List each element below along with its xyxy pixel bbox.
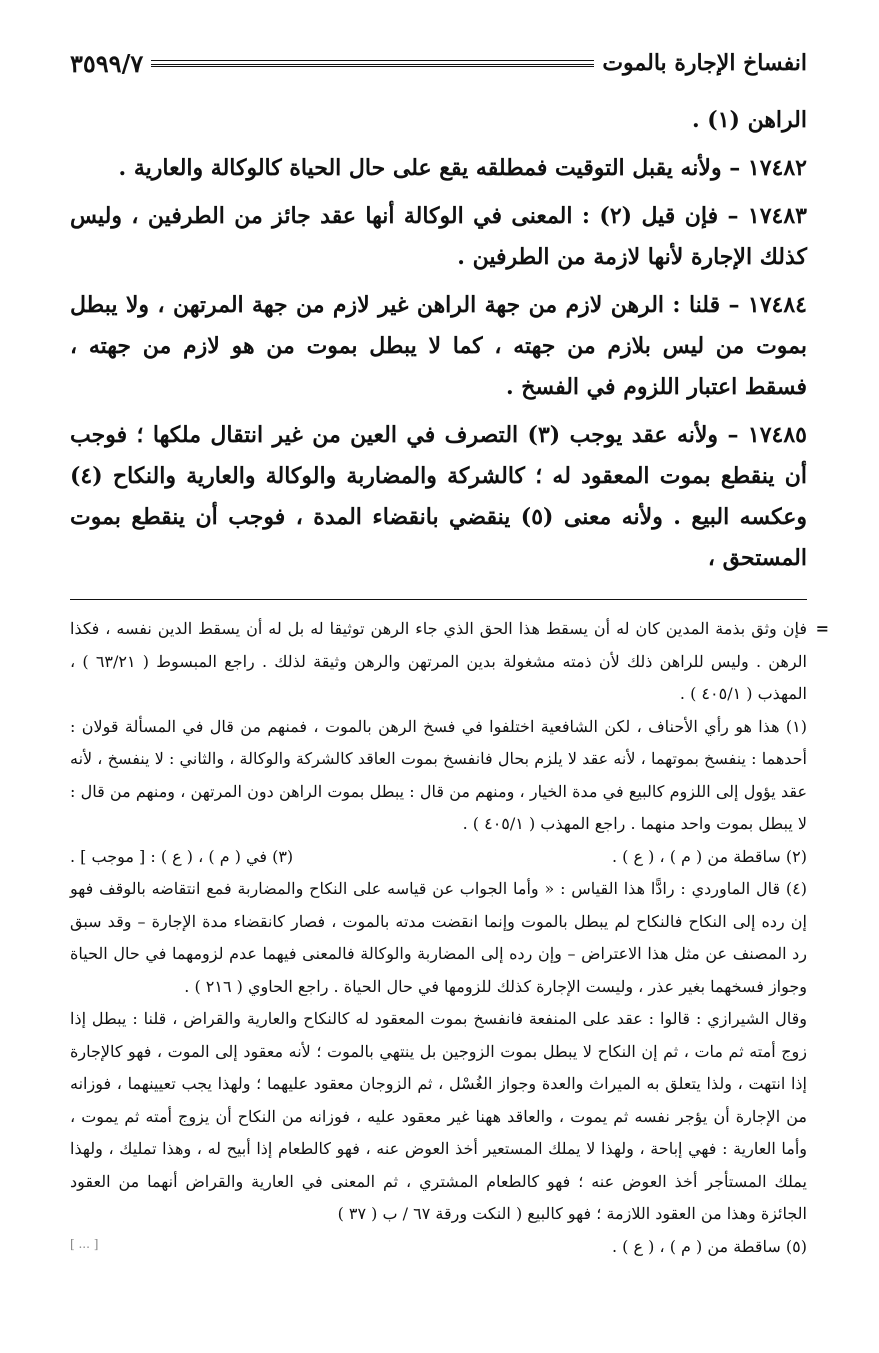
- footnote-5: (٥) ساقطة من ( م ) ، ( ع ) .: [612, 1236, 807, 1256]
- footnote-continuation: = فإن وثق بذمة المدين كان له أن يسقط هذا الحق الذي جاء الرهن توثيقا له بل له أن يسقط الدين نفسه ، فكذا الرهن . وليس للراهن ذلك لأن ذمته مشغولة بدين المرتهن والرهن وثيقة لذلك . راجع المبسوط ( ٦٣/٢١ ) ، المهذب ( ٤٠٥/١ ) .: [70, 613, 807, 711]
- footnotes: [70, 613, 807, 1263]
- margin-annotation: [ ... ]: [70, 1237, 99, 1251]
- paragraph-17485: ١٧٤٨٥ – ولأنه عقد يوجب (٣) التصرف في العين من غير انتقال ملكها ؛ فوجب أن ينقطع بموت المعقود له ؛ كالشركة والمضاربة والوكالة والعارية والنكاح (٤) وعكسه البيع . ولأنه معنى (٥) ينقضي بانقضاء المدة ، فوجب أن ينقطع بموت المستحق ،: [70, 422, 807, 571]
- footnote-2: (٢) ساقطة من ( م ) ، ( ع ) .: [612, 846, 807, 866]
- paragraph-17483: ١٧٤٨٣ – فإن قيل (٢) : المعنى في الوكالة أنها عقد جائز من الطرفين ، وليس كذلك الإجارة لأنها لازمة من الطرفين .: [70, 203, 807, 270]
- footnote-row-2-3: [70, 841, 807, 874]
- footnote-4-continued: وقال الشيرازي : قالوا : عقد على المنفعة فانفسخ بموت المعقود له كالنكاح والعارية والقراض ، قلنا : يبطل إذا زوج أمته ثم مات ، ثم إن النكاح لا يبطل بموت الزوجين بل ينتهي بالموت ؛ لأنه معقود إلى الموت ، فهو كالإجارة إذا انتهت ، ولذا يتعلق به الميراث والعدة وجواز الغُسْل ، ثم الزوجان معقود عليهما ؛ ولهذا يجب تعيينهما ، فوزانه من الإجارة أن يؤجر نفسه ثم يموت ، والعاقد ههنا غير معقود عليه ، فوزانه من النكاح أن يزوج أمته ثم يموت ، وأما العارية : فهي إباحة ، ولهذا لا يملك المستعير أخذ العوض عنه ، فهو كالطعام إذا أبيح له ، وهذا تمليك ، ولهذا يملك المستأجر أخذ العوض عنه ؛ فهو كالطعام المشتري ، ثم المعنى في العارية والقراض أنهما من العقود الجائزة وهذا من العقود اللازمة ؛ فهو كالبيع ( النكت ورقة ٦٧ / ب ( ٣٧ ): [70, 1009, 808, 1223]
- paragraph-17482: ١٧٤٨٢ – ولأنه يقبل التوقيت فمطلقه يقع على حال الحياة كالوكالة والعارية .: [118, 155, 807, 181]
- footnote-3: (٣) في ( م ) ، ( ع ) : [ موجب ] .: [70, 846, 294, 866]
- footnote-4: (٤) قال الماوردي : رادًّا هذا القياس : « وأما الجواب عن قياسه على النكاح والمضاربة فمع انتقاضه بالوقف فهو إن رده إلى النكاح فالنكاح لم يبطل بالموت وإنما انقضت مدته بالموت ، فصار كانقضاء مدة الإجارة – وقد سبق رد المصنف عن مثل هذا الاعتراض – وإن رده إلى المضاربة والوكالة فالمعنى فيهما عدم لزومهما في حال الحياة وجواز فسخهما بغير عذر ، وليست الإجارة كذلك للزومها في حال الحياة . راجع الحاوي ( ٢١٦ ) .: [70, 879, 807, 996]
- main-text: [70, 100, 807, 579]
- header-rule: [151, 60, 594, 67]
- header-title: انفساخ الإجارة بالموت: [602, 50, 807, 76]
- paragraph-0: الراهن (١) .: [691, 107, 807, 133]
- paragraph-17484: ١٧٤٨٤ – قلنا : الرهن لازم من جهة الراهن غير لازم من جهة المرتهن ، ولا يبطل بموت من ليس بلازم من جهته ، كما لا يبطل بموت من هو لازم من جهته ، فسقط اعتبار اللزوم في الفسخ .: [70, 292, 807, 400]
- page-number: ٣٥٩٩/٧: [70, 48, 144, 78]
- footnote-1: (١) هذا هو رأي الأحناف ، لكن الشافعية اختلفوا في فسخ الرهن بالموت ، فمنهم من قال في المسألة قولان : أحدهما : ينفسخ بموتهما ، لأنه عقد لا يلزم بحال فانفسخ بموت العاقد كالشركة والوكالة ، والثاني : لا ينفسخ ، لأنه عقد يؤول إلى اللزوم كالبيع في مدة الخيار ، ومنهم من قال : يبطل بموت الراهن دون المرتهن ، ومنهم من قال : لا يبطل بموت واحد منهما . راجع المهذب ( ٤٠٥/١ ) .: [70, 716, 807, 833]
- running-header: [70, 40, 807, 86]
- footnote-separator: [70, 579, 807, 613]
